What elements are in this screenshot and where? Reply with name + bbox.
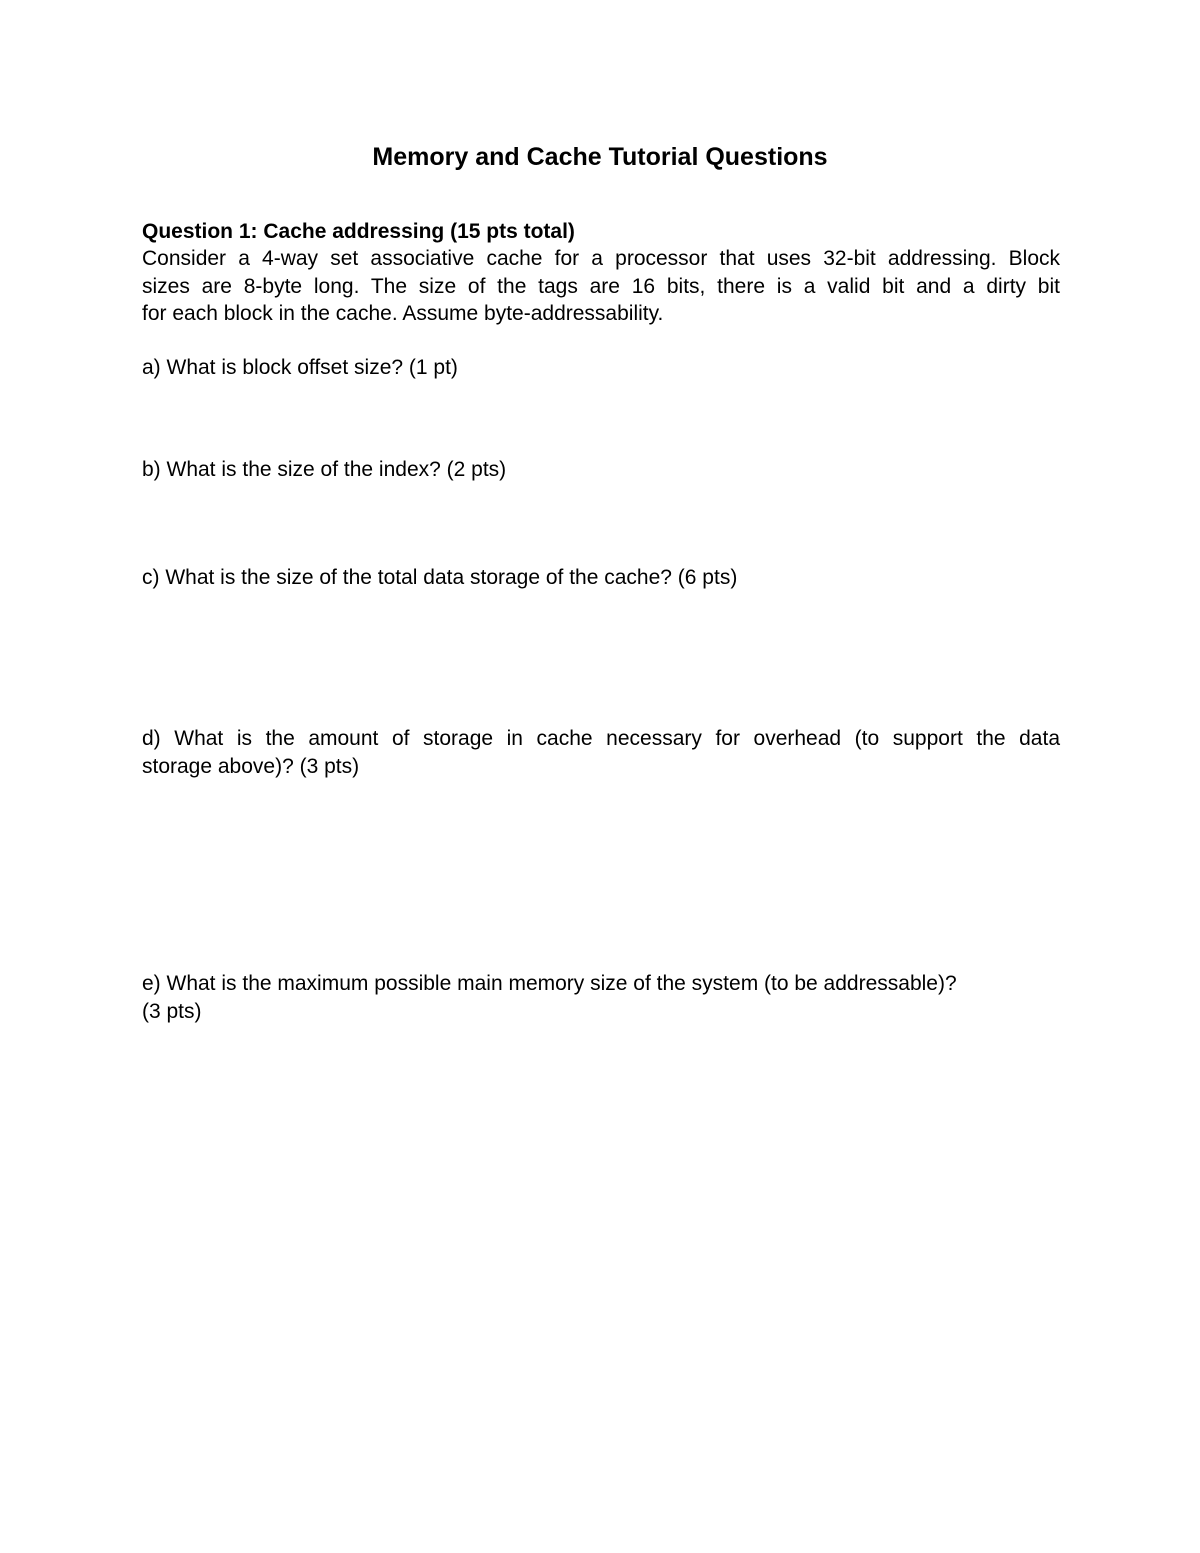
part-e-line-2: (3 pts): [142, 999, 202, 1023]
question-part-c: c) What is the size of the total data storage of the cache? (6 pts): [142, 566, 738, 589]
intro-line-1: Consider a 4-way set associative cache for a processor that uses 32-bit addressing. Block: [142, 247, 1060, 270]
question-1-intro: [142, 245, 1060, 328]
question-part-e: [142, 970, 1060, 1025]
part-d-line-1: d) What is the amount of storage in cache necessary for overhead (to support the data: [142, 727, 1060, 750]
question-part-d: [142, 725, 1060, 780]
part-e-line-1: e) What is the maximum possible main memory size of the system (to be addressable)?: [142, 972, 957, 995]
question-part-b: b) What is the size of the index? (2 pts): [142, 458, 507, 481]
intro-line-2: sizes are 8-byte long. The size of the tags are 16 bits, there is a valid bit and a dirty bit: [142, 274, 1060, 298]
part-d-line-2: storage above)? (3 pts): [142, 754, 360, 778]
page-title: Memory and Cache Tutorial Questions: [372, 143, 828, 171]
question-part-a: a) What is block offset size? (1 pt): [142, 356, 458, 379]
question-1-heading: Question 1: Cache addressing (15 pts total): [142, 220, 575, 243]
intro-line-3: for each block in the cache. Assume byte-addressability.: [142, 302, 664, 325]
